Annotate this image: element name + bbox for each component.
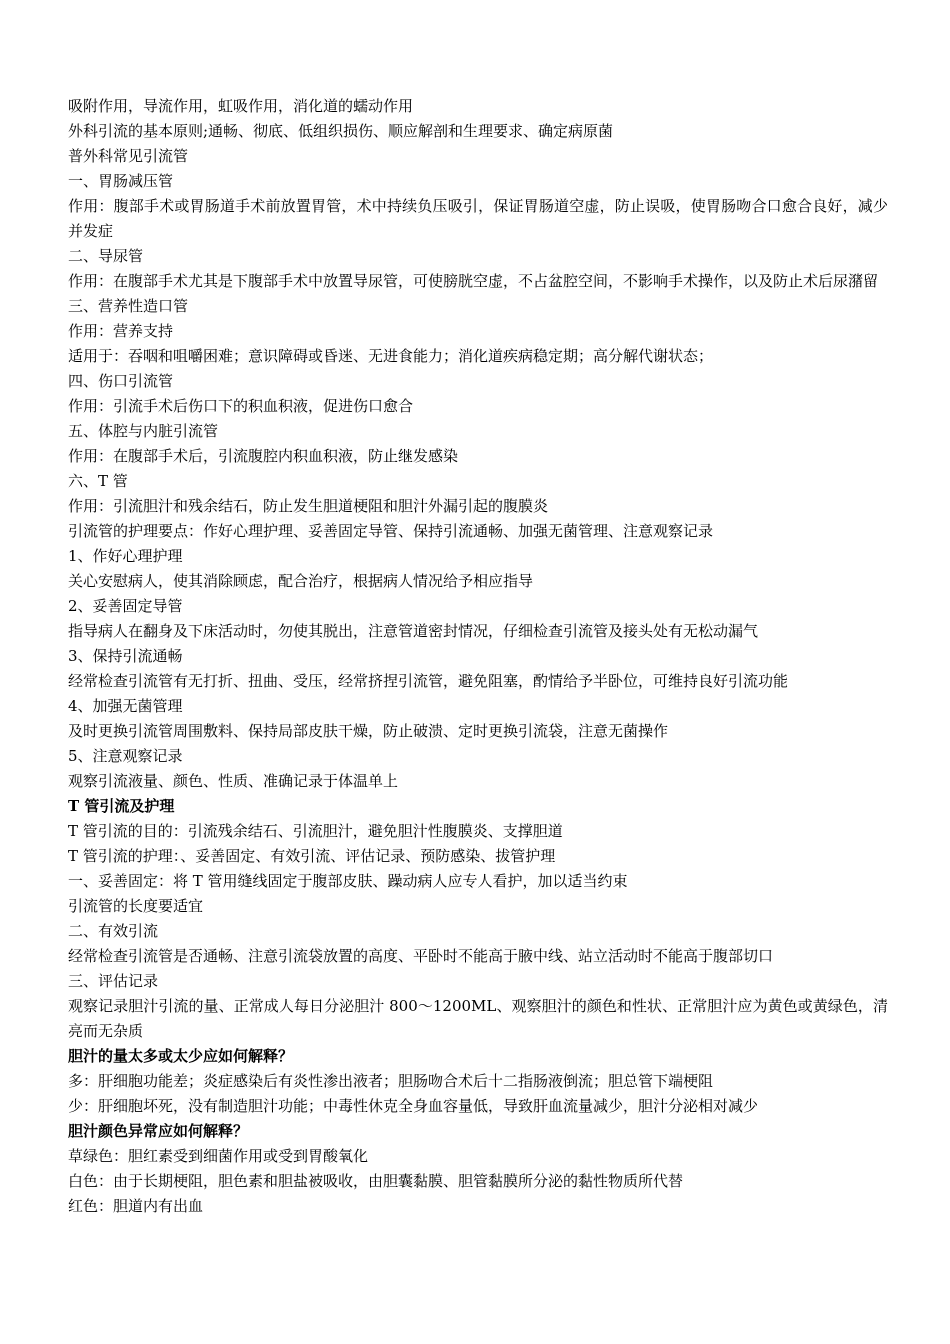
text-line: 二、导尿管	[68, 247, 144, 265]
text-line: 经常检查引流管是否通畅、注意引流袋放置的高度、平卧时不能高于腋中线、站立活动时不能高于腹部切口	[68, 947, 774, 965]
text-line: 观察引流液量、颜色、性质、准确记录于体温单上	[68, 772, 399, 790]
text-line: 观察记录胆汁引流的量、正常成人每日分泌胆汁 800～1200ML、观察胆汁的颜色和性状、正常胆汁应为黄色或黄绿色，清亮而无杂质	[68, 997, 888, 1040]
text-line: 吸附作用，导流作用，虹吸作用，消化道的蠕动作用	[68, 97, 414, 115]
text-line: T 管引流的目的：引流残余结石、引流胆汁，避免胆汁性腹膜炎、支撑胆道	[68, 822, 563, 840]
text-line: 五、体腔与内脏引流管	[68, 422, 219, 440]
text-line: 引流管的护理要点：作好心理护理、妥善固定导管、保持引流通畅、加强无菌管理、注意观察记录	[68, 522, 714, 540]
section-heading: 胆汁的量太多或太少应如何解释？	[68, 1047, 294, 1065]
text-line: 经常检查引流管有无打折、扭曲、受压，经常挤捏引流管，避免阻塞，酌情给予半卧位，可维持良好引流功能	[68, 672, 789, 690]
text-line: 普外科常见引流管	[68, 147, 189, 165]
text-line: 白色：由于长期梗阻，胆色素和胆盐被吸收，由胆囊黏膜、胆管黏膜所分泌的黏性物质所代替	[68, 1172, 684, 1190]
section-heading: T 管引流及护理	[68, 797, 175, 815]
text-line: 红色：胆道内有出血	[68, 1197, 204, 1215]
text-line: 指导病人在翻身及下床活动时，勿使其脱出，注意管道密封情况，仔细检查引流管及接头处有无松动漏气	[68, 622, 759, 640]
text-line: T 管引流的护理：、妥善固定、有效引流、评估记录、预防感染、拔管护理	[68, 847, 556, 865]
text-line: 2、妥善固定导管	[68, 597, 183, 615]
text-line: 一、妥善固定：将 T 管用缝线固定于腹部皮肤、躁动病人应专人看护，加以适当约束	[68, 872, 628, 890]
text-line: 4、加强无菌管理	[68, 697, 183, 715]
text-line: 作用：营养支持	[68, 322, 174, 340]
text-line: 作用：腹部手术或胃肠道手术前放置胃管，术中持续负压吸引，保证胃肠道空虚，防止误吸，使胃肠吻合口愈合良好，减少并发症	[68, 197, 888, 240]
text-line: 多：肝细胞功能差；炎症感染后有炎性渗出液者；胆肠吻合术后十二指肠液倒流；胆总管下端梗阻	[68, 1072, 714, 1090]
text-line: 适用于：吞咽和咀嚼困难；意识障碍或昏迷、无进食能力；消化道疾病稳定期；高分解代谢状态；	[68, 347, 714, 365]
text-line: 3、保持引流通畅	[68, 647, 183, 665]
text-line: 5、注意观察记录	[68, 747, 183, 765]
text-line: 三、营养性造口管	[68, 297, 189, 315]
section-heading: 胆汁颜色异常应如何解释？	[68, 1122, 249, 1140]
text-line: 草绿色：胆红素受到细菌作用或受到胃酸氧化	[68, 1147, 369, 1165]
text-line: 引流管的长度要适宜	[68, 897, 204, 915]
document-page	[68, 94, 888, 1219]
text-line: 及时更换引流管周围敷料、保持局部皮肤干燥，防止破溃、定时更换引流袋，注意无菌操作	[68, 722, 669, 740]
text-line: 作用：在腹部手术尤其是下腹部手术中放置导尿管，可使膀胱空虚，不占盆腔空间，不影响手术操作，以及防止术后尿潴留	[68, 272, 879, 290]
text-line: 作用：引流胆汁和残余结石，防止发生胆道梗阻和胆汁外漏引起的腹膜炎	[68, 497, 549, 515]
text-line: 少：肝细胞坏死，没有制造胆汁功能；中毒性休克全身血容量低，导致肝血流量减少，胆汁分泌相对减少	[68, 1097, 759, 1115]
text-line: 1、作好心理护理	[68, 547, 183, 565]
text-line: 四、伤口引流管	[68, 372, 174, 390]
text-line: 一、胃肠减压管	[68, 172, 174, 190]
text-line: 作用：在腹部手术后，引流腹腔内积血积液，防止继发感染	[68, 447, 459, 465]
text-line: 作用：引流手术后伤口下的积血积液，促进伤口愈合	[68, 397, 414, 415]
text-line: 二、有效引流	[68, 922, 159, 940]
text-line: 六、T 管	[68, 472, 128, 490]
text-line: 外科引流的基本原则;通畅、彻底、低组织损伤、顺应解剖和生理要求、确定病原菌	[68, 122, 614, 140]
text-line: 关心安慰病人，使其消除顾虑，配合治疗，根据病人情况给予相应指导	[68, 572, 534, 590]
text-line: 三、评估记录	[68, 972, 159, 990]
